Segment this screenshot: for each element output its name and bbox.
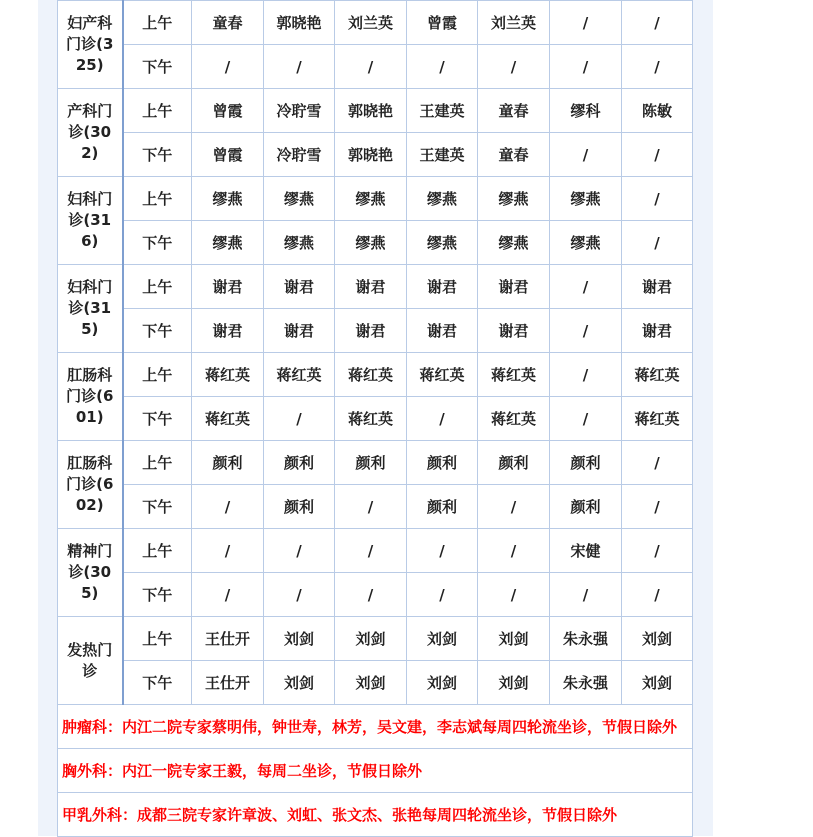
doctor-cell: / [264,529,335,573]
clinic-note: 肿瘤科：内江二院专家蔡明伟，钟世寿，林芳，吴文建，李志斌每周四轮流坐诊，节假日除外 [58,705,693,749]
doctor-cell: / [622,177,693,221]
doctor-cell: / [550,573,622,617]
doctor-cell: 郭晓艳 [264,1,335,45]
doctor-cell: / [407,397,478,441]
doctor-cell: 谢君 [622,309,693,353]
period-cell: 下午 [123,661,192,705]
doctor-cell: / [335,529,407,573]
doctor-cell: 刘剑 [335,617,407,661]
doctor-cell: 刘剑 [622,661,693,705]
department-cell [58,353,123,441]
doctor-cell: 缪燕 [550,221,622,265]
department-name: 妇产科门诊(325) [66,14,114,74]
doctor-cell: 郭晓艳 [335,89,407,133]
doctor-cell: / [407,529,478,573]
schedule-row [58,133,693,177]
period-cell: 下午 [123,309,192,353]
doctor-cell: / [192,45,264,89]
department-name: 肛肠科门诊(601) [66,366,114,426]
doctor-cell: 谢君 [478,309,550,353]
doctor-cell: 刘剑 [478,661,550,705]
department-cell [58,617,123,705]
schedule-row [58,529,693,573]
schedule-row [58,441,693,485]
doctor-cell: 蒋红英 [264,353,335,397]
department-name: 妇科门诊(316) [67,190,113,250]
doctor-cell: / [550,1,622,45]
doctor-cell: 缪燕 [264,221,335,265]
doctor-cell: 谢君 [478,265,550,309]
schedule-row [58,265,693,309]
department-name: 发热门诊 [67,640,113,680]
doctor-cell: 缪燕 [335,221,407,265]
doctor-cell: 颜利 [550,441,622,485]
doctor-cell: 蒋红英 [622,353,693,397]
doctor-cell: 缪燕 [407,221,478,265]
doctor-cell: 谢君 [264,309,335,353]
doctor-cell: 蒋红英 [622,397,693,441]
doctor-cell: / [407,45,478,89]
doctor-cell: 颜利 [407,485,478,529]
period-cell: 上午 [123,89,192,133]
period-cell: 上午 [123,353,192,397]
doctor-cell: 颜利 [550,485,622,529]
period-cell: 上午 [123,441,192,485]
doctor-cell: / [264,45,335,89]
doctor-cell: / [192,529,264,573]
department-cell [58,265,123,353]
schedule-table [57,0,693,837]
clinic-note: 甲乳外科：成都三院专家许章波、刘虹、张文杰、张艳每周四轮流坐诊，节假日除外 [58,793,693,837]
doctor-cell: / [550,133,622,177]
period-cell: 上午 [123,529,192,573]
doctor-cell: 刘剑 [264,617,335,661]
doctor-cell: 蒋红英 [192,397,264,441]
doctor-cell: / [335,573,407,617]
doctor-cell: / [550,309,622,353]
department-name: 妇科门诊(315) [67,278,113,338]
doctor-cell: 谢君 [407,265,478,309]
doctor-cell: 缪科 [550,89,622,133]
doctor-cell: 刘剑 [407,617,478,661]
department-cell [58,177,123,265]
doctor-cell: 颜利 [407,441,478,485]
doctor-cell: 缪燕 [550,177,622,221]
period-cell: 上午 [123,1,192,45]
doctor-cell: 刘兰英 [478,1,550,45]
doctor-cell: 刘剑 [622,617,693,661]
doctor-cell: 曾霞 [192,89,264,133]
department-cell [58,1,123,89]
schedule-row [58,617,693,661]
period-cell: 下午 [123,45,192,89]
doctor-cell: / [622,573,693,617]
schedule-row [58,221,693,265]
note-row [58,705,693,749]
department-name: 产科门诊(302) [67,102,113,162]
doctor-cell: 谢君 [264,265,335,309]
note-row [58,749,693,793]
note-row [58,793,693,837]
doctor-cell: 冷聍雪 [264,89,335,133]
schedule-row [58,1,693,45]
doctor-cell: 童春 [192,1,264,45]
doctor-cell: 缪燕 [478,177,550,221]
doctor-cell: 缪燕 [192,221,264,265]
doctor-cell: / [478,529,550,573]
doctor-cell: 刘剑 [264,661,335,705]
period-cell: 上午 [123,617,192,661]
doctor-cell: 缪燕 [335,177,407,221]
doctor-cell: 刘剑 [407,661,478,705]
period-cell: 上午 [123,265,192,309]
period-cell: 下午 [123,133,192,177]
doctor-cell: / [550,397,622,441]
doctor-cell: 蒋红英 [478,353,550,397]
department-name: 精神门诊(305) [67,542,113,602]
doctor-cell: 缪燕 [478,221,550,265]
schedule-row [58,89,693,133]
doctor-cell: / [622,45,693,89]
doctor-cell: 谢君 [407,309,478,353]
doctor-cell: 王仕开 [192,617,264,661]
doctor-cell: / [622,441,693,485]
doctor-cell: / [550,265,622,309]
schedule-row [58,573,693,617]
doctor-cell: 陈敏 [622,89,693,133]
doctor-cell: 缪燕 [192,177,264,221]
doctor-cell: 蒋红英 [335,397,407,441]
period-cell: 下午 [123,221,192,265]
schedule-row [58,353,693,397]
period-cell: 下午 [123,573,192,617]
doctor-cell: / [335,485,407,529]
department-cell [58,441,123,529]
doctor-cell: / [622,221,693,265]
doctor-cell: 缪燕 [264,177,335,221]
period-cell: 下午 [123,397,192,441]
schedule-row [58,397,693,441]
doctor-cell: 曾霞 [407,1,478,45]
doctor-cell: 缪燕 [407,177,478,221]
doctor-cell: 宋健 [550,529,622,573]
doctor-cell: 蒋红英 [192,353,264,397]
doctor-cell: 朱永强 [550,661,622,705]
doctor-cell: 郭晓艳 [335,133,407,177]
doctor-cell: 谢君 [622,265,693,309]
schedule-row [58,309,693,353]
doctor-cell: / [550,353,622,397]
doctor-cell: 谢君 [335,265,407,309]
schedule-row [58,177,693,221]
department-name: 肛肠科门诊(602) [66,454,114,514]
doctor-cell: 颜利 [192,441,264,485]
doctor-cell: 蒋红英 [407,353,478,397]
doctor-cell: / [192,573,264,617]
doctor-cell: 冷聍雪 [264,133,335,177]
doctor-cell: / [264,573,335,617]
doctor-cell: 谢君 [335,309,407,353]
doctor-cell: 王建英 [407,133,478,177]
doctor-cell: 颜利 [478,441,550,485]
period-cell: 上午 [123,177,192,221]
schedule-row [58,45,693,89]
doctor-cell: 朱永强 [550,617,622,661]
department-cell [58,89,123,177]
doctor-cell: / [622,529,693,573]
doctor-cell: 刘剑 [335,661,407,705]
doctor-cell: 蒋红英 [335,353,407,397]
doctor-cell: / [622,133,693,177]
doctor-cell: 童春 [478,89,550,133]
doctor-cell: 颜利 [335,441,407,485]
doctor-cell: 童春 [478,133,550,177]
doctor-cell: / [622,1,693,45]
doctor-cell: / [264,397,335,441]
schedule-row [58,485,693,529]
doctor-cell: / [478,573,550,617]
doctor-cell: / [550,45,622,89]
period-cell: 下午 [123,485,192,529]
clinic-note: 胸外科：内江一院专家王毅，每周二坐诊，节假日除外 [58,749,693,793]
doctor-cell: 蒋红英 [478,397,550,441]
doctor-cell: 谢君 [192,309,264,353]
doctor-cell: / [192,485,264,529]
doctor-cell: 刘兰英 [335,1,407,45]
doctor-cell: 刘剑 [478,617,550,661]
doctor-cell: / [407,573,478,617]
department-cell [58,529,123,617]
doctor-cell: 王仕开 [192,661,264,705]
doctor-cell: 曾霞 [192,133,264,177]
doctor-cell: 谢君 [192,265,264,309]
doctor-cell: / [622,485,693,529]
doctor-cell: / [335,45,407,89]
doctor-cell: / [478,45,550,89]
schedule-row [58,661,693,705]
doctor-cell: 颜利 [264,441,335,485]
doctor-cell: / [478,485,550,529]
doctor-cell: 颜利 [264,485,335,529]
doctor-cell: 王建英 [407,89,478,133]
